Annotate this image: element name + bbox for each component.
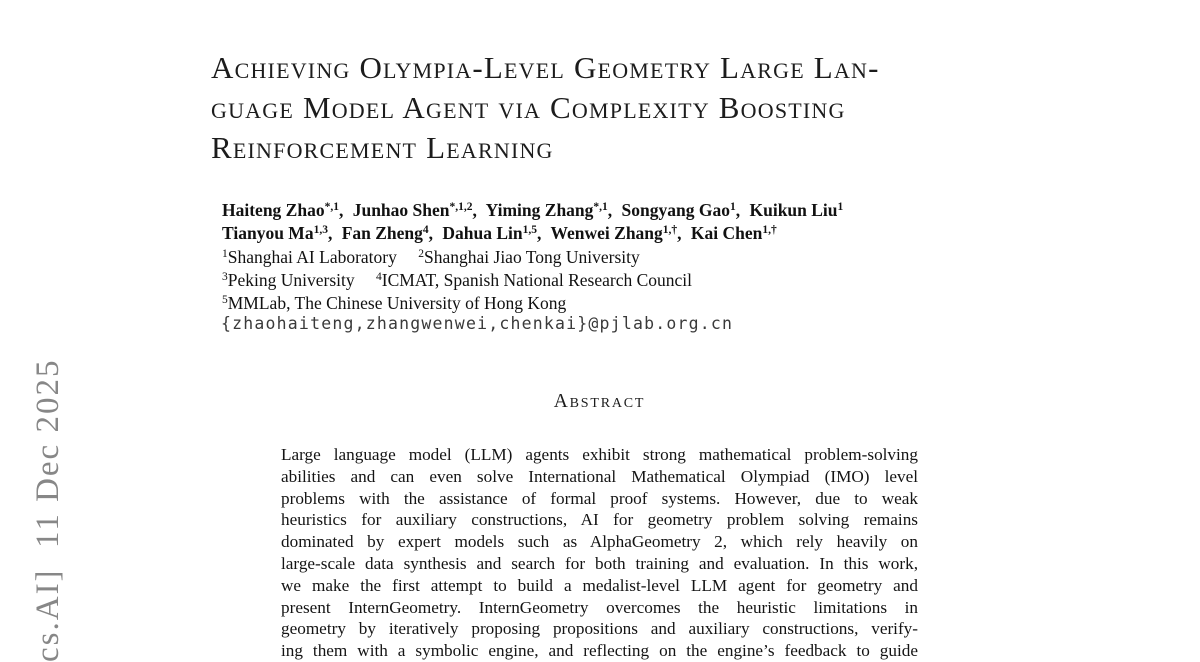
affiliation-name: Peking University bbox=[227, 270, 355, 291]
author bbox=[442, 223, 546, 243]
affiliation bbox=[376, 270, 692, 290]
abstract-line: heuristics for auxiliary constructions, AI for geometry problem solving remains bbox=[281, 510, 918, 530]
abstract-line: large-scale data synthesis and search for both training and evaluation. In this work, bbox=[281, 553, 918, 573]
author-superscript: 1 bbox=[729, 201, 736, 213]
author-superscript: 1,† bbox=[662, 224, 678, 236]
author-separator: , bbox=[338, 200, 344, 220]
author bbox=[550, 223, 686, 243]
author bbox=[222, 200, 348, 220]
title-line-3: Reinforcement Learning bbox=[211, 130, 554, 165]
author-separator: , bbox=[428, 223, 434, 243]
affiliation-superscript: 5 bbox=[222, 294, 228, 307]
title-line-2: guage Model Agent via Complexity Boosting bbox=[211, 90, 846, 125]
author-separator: , bbox=[327, 223, 333, 243]
author-name: Yiming Zhang bbox=[485, 200, 594, 220]
author bbox=[691, 223, 777, 243]
author-separator: , bbox=[607, 200, 613, 220]
author-line-2 bbox=[222, 222, 982, 245]
title-line-1: Achieving Olympia-Level Geometry Large Lan- bbox=[211, 50, 880, 85]
author-name: Tianyou Ma bbox=[222, 223, 314, 243]
affiliation-line-3 bbox=[222, 292, 982, 315]
author-superscript: 1,† bbox=[762, 224, 777, 236]
author-line-1 bbox=[222, 199, 982, 222]
abstract-body bbox=[281, 444, 918, 662]
affiliation-superscript: 4 bbox=[376, 271, 382, 284]
affiliation bbox=[418, 247, 639, 267]
affiliation-line-2 bbox=[222, 269, 982, 292]
author bbox=[486, 200, 618, 220]
author-separator: , bbox=[472, 200, 477, 220]
author-name: Kai Chen bbox=[690, 223, 763, 243]
affiliation-name: Shanghai Jiao Tong University bbox=[424, 247, 640, 267]
affiliation-superscript: 1 bbox=[222, 248, 228, 260]
author-superscript: 1 bbox=[837, 201, 844, 213]
affiliation bbox=[222, 247, 397, 267]
author-name: Fan Zheng bbox=[341, 223, 423, 243]
abstract-line: geometry by iteratively proposing propositions and auxiliary constructions, verify- bbox=[281, 619, 918, 639]
abstract-line: abilities and can even solve International Mathematical Olympiad (IMO) level bbox=[281, 466, 918, 486]
affiliation-superscript: 3 bbox=[222, 271, 228, 284]
abstract-line: ing them with a symbolic engine, and reflecting on the engine’s feedback to guide bbox=[281, 641, 918, 661]
abstract-line: dominated by expert models such as AlphaGeometry 2, which rely heavily on bbox=[281, 532, 918, 552]
author-name: Songyang Gao bbox=[621, 200, 730, 220]
author-name: Junhao Shen bbox=[352, 200, 450, 220]
affiliation bbox=[222, 270, 355, 290]
author bbox=[222, 223, 337, 243]
author-superscript: 1,3 bbox=[313, 224, 328, 236]
author-name: Haiteng Zhao bbox=[222, 200, 325, 220]
author bbox=[749, 200, 843, 220]
author-superscript: *,1 bbox=[324, 201, 339, 213]
author-separator: , bbox=[537, 223, 542, 243]
author-superscript: 1,5 bbox=[522, 224, 538, 236]
author-name: Dahua Lin bbox=[442, 223, 523, 243]
author bbox=[622, 200, 746, 220]
arxiv-watermark: cs.AI] 11 Dec 2025 bbox=[30, 358, 66, 662]
abstract-line: problems with the assistance of formal proof systems. However, due to weak bbox=[281, 488, 918, 508]
paper-title bbox=[211, 48, 1011, 168]
affiliation-line-1 bbox=[222, 246, 982, 269]
affiliation-name: Shanghai AI Laboratory bbox=[227, 247, 397, 267]
author-name: Kuikun Liu bbox=[749, 200, 838, 220]
abstract-line: Large language model (LLM) agents exhibit strong mathematical problem-solving bbox=[281, 445, 918, 464]
affiliation-superscript: 2 bbox=[418, 248, 424, 260]
author-superscript: 4 bbox=[422, 224, 429, 236]
abstract-line: present InternGeometry. InternGeometry overcomes the heuristic limitations in bbox=[281, 597, 918, 617]
author-block bbox=[222, 199, 982, 245]
author-separator: , bbox=[735, 200, 741, 220]
abstract-line: we make the first attempt to build a medalist-level LLM agent for geometry and bbox=[281, 575, 918, 595]
author-separator: , bbox=[677, 223, 682, 243]
author bbox=[353, 200, 482, 220]
author-superscript: *,1,2 bbox=[449, 201, 473, 213]
affiliation-name: MMLab, The Chinese University of Hong Kong bbox=[227, 293, 567, 314]
author bbox=[342, 223, 438, 243]
affiliation-name: ICMAT, Spanish National Research Council bbox=[381, 270, 692, 291]
author-superscript: *,1 bbox=[593, 201, 608, 213]
author-name: Wenwei Zhang bbox=[550, 223, 663, 243]
contact-email: {zhaohaiteng,zhangwenwei,chenkai}@pjlab.org.cn bbox=[221, 314, 734, 333]
affiliation bbox=[222, 293, 566, 313]
affiliation-block bbox=[222, 246, 982, 316]
abstract-heading: Abstract bbox=[553, 391, 646, 412]
